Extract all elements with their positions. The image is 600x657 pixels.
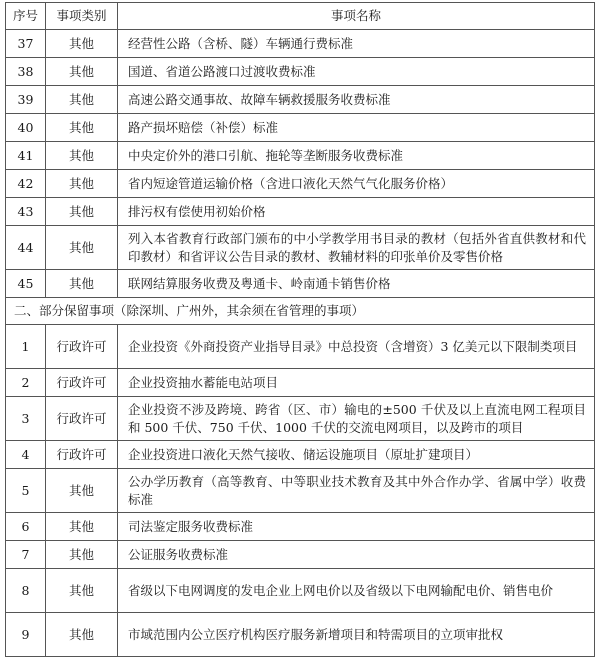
row-name: 公证服务收费标准	[118, 541, 595, 569]
row-name: 企业投资不涉及跨境、跨省（区、市）输电的±500 千伏及以上直流电网工程项目和 500 千伏、750 千伏、1000 千伏的交流电网项目，以及跨市的项目	[118, 397, 595, 441]
row-name: 企业投资进口液化天然气接收、储运设施项目（原址扩建项目）	[118, 441, 595, 469]
header-seq: 序号	[6, 3, 46, 30]
row-seq: 9	[6, 613, 46, 657]
header-name: 事项名称	[118, 3, 595, 30]
table-row	[6, 325, 595, 369]
row-category: 其他	[46, 198, 118, 226]
row-category: 其他	[46, 170, 118, 198]
table-row	[6, 170, 595, 198]
row-name: 经营性公路（含桥、隧）车辆通行费标准	[118, 30, 595, 58]
row-name: 省级以下电网调度的发电企业上网电价以及省级以下电网输配电价、销售电价	[118, 569, 595, 613]
table-row	[6, 513, 595, 541]
table-row	[6, 569, 595, 613]
row-name: 联网结算服务收费及粤通卡、岭南通卡销售价格	[118, 270, 595, 298]
row-category: 行政许可	[46, 397, 118, 441]
table-row	[6, 30, 595, 58]
table-row	[6, 541, 595, 569]
section-title: 二、部分保留事项（除深圳、广州外，其余须在省管理的事项）	[6, 298, 595, 325]
table-row	[6, 441, 595, 469]
table-body-a	[6, 30, 595, 298]
table-row	[6, 142, 595, 170]
table-row	[6, 226, 595, 270]
row-category: 其他	[46, 613, 118, 657]
row-name: 国道、省道公路渡口过渡收费标准	[118, 58, 595, 86]
table-row	[6, 397, 595, 441]
row-name: 列入本省教育行政部门颁布的中小学教学用书目录的教材（包括外省直供教材和代印教材）和省评议公告目录的教材、教辅材料的印张单价及零售价格	[118, 226, 595, 270]
row-category: 其他	[46, 58, 118, 86]
row-category: 行政许可	[46, 441, 118, 469]
row-name: 排污权有偿使用初始价格	[118, 198, 595, 226]
row-seq: 8	[6, 569, 46, 613]
row-seq: 7	[6, 541, 46, 569]
header-category: 事项类别	[46, 3, 118, 30]
row-seq: 44	[6, 226, 46, 270]
section-row	[6, 298, 595, 325]
row-name: 路产损坏赔偿（补偿）标准	[118, 114, 595, 142]
row-seq: 3	[6, 397, 46, 441]
row-category: 其他	[46, 569, 118, 613]
row-category: 其他	[46, 226, 118, 270]
table-row	[6, 613, 595, 657]
table-row	[6, 469, 595, 513]
row-name: 企业投资抽水蓄能电站项目	[118, 369, 595, 397]
row-seq: 2	[6, 369, 46, 397]
row-name: 司法鉴定服务收费标准	[118, 513, 595, 541]
row-name: 高速公路交通事故、故障车辆救援服务收费标准	[118, 86, 595, 114]
row-category: 其他	[46, 270, 118, 298]
row-category: 其他	[46, 114, 118, 142]
row-seq: 1	[6, 325, 46, 369]
row-seq: 45	[6, 270, 46, 298]
table-body-b	[6, 325, 595, 657]
row-category: 其他	[46, 142, 118, 170]
row-seq: 42	[6, 170, 46, 198]
table-row	[6, 58, 595, 86]
table-row	[6, 114, 595, 142]
row-seq: 5	[6, 469, 46, 513]
row-seq: 37	[6, 30, 46, 58]
row-name: 公办学历教育（高等教育、中等职业技术教育及其中外合作办学、省属中学）收费标准	[118, 469, 595, 513]
row-category: 其他	[46, 469, 118, 513]
table-row	[6, 270, 595, 298]
row-seq: 43	[6, 198, 46, 226]
row-seq: 40	[6, 114, 46, 142]
row-category: 行政许可	[46, 325, 118, 369]
row-seq: 6	[6, 513, 46, 541]
row-name: 企业投资《外商投资产业指导目录》中总投资（含增资）3 亿美元以下限制类项目	[118, 325, 595, 369]
row-category: 其他	[46, 513, 118, 541]
row-category: 行政许可	[46, 369, 118, 397]
row-seq: 39	[6, 86, 46, 114]
row-category: 其他	[46, 86, 118, 114]
items-table	[5, 2, 595, 657]
row-seq: 41	[6, 142, 46, 170]
row-category: 其他	[46, 541, 118, 569]
table-row	[6, 369, 595, 397]
row-seq: 4	[6, 441, 46, 469]
table-row	[6, 86, 595, 114]
row-category: 其他	[46, 30, 118, 58]
row-name: 市域范围内公立医疗机构医疗服务新增项目和特需项目的立项审批权	[118, 613, 595, 657]
row-name: 省内短途管道运输价格（含进口液化天然气气化服务价格）	[118, 170, 595, 198]
row-seq: 38	[6, 58, 46, 86]
row-name: 中央定价外的港口引航、拖轮等垄断服务收费标准	[118, 142, 595, 170]
header-row	[6, 3, 595, 30]
table-row	[6, 198, 595, 226]
